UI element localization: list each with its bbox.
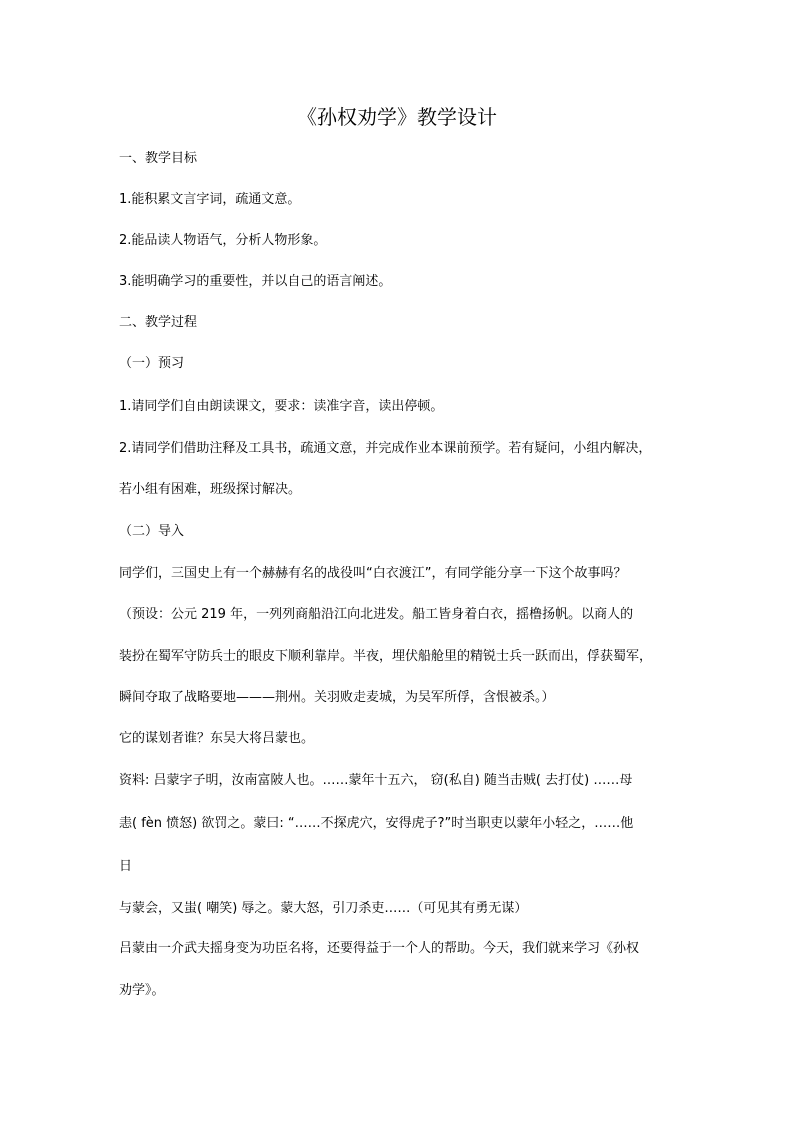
preset-line-3: 瞬间夺取了战略要地———荆州。关羽败走麦城，为吴军所俘，含恨被杀。） (119, 690, 555, 705)
preset-line-1: （预设：公元 219 年，一列列商船沿江向北进发。船工皆身着白衣，摇橹扬帆。以商人的 (119, 607, 634, 622)
heading-teaching-process: 二、教学过程 (119, 315, 198, 330)
intro-paragraph: 同学们，三国史上有一个赫赫有名的战役叫“白衣渡江”，有同学能分享一下这个故事吗？ (119, 566, 627, 581)
preview-item-1: 1.请同学们自由朗读课文，要求：读准字音，读出停顿。 (119, 399, 444, 414)
closing-line-2: 劝学》。 (119, 983, 165, 998)
subheading-preview: （一）预习 (119, 356, 185, 371)
closing-line-1: 吕蒙由一介武夫摇身变为功臣名将，还要得益于一个人的帮助。今天，我们就来学习《孙权 (119, 941, 640, 956)
question-line: 它的谋划者谁？东吴大将吕蒙也。 (119, 731, 315, 746)
goal-item-1: 1.能积累文言字词，疏通文意。 (119, 192, 301, 207)
preview-item-2-cont: 若小组有困难，班级探讨解决。 (119, 482, 302, 497)
material-line-2: 恚( fèn 愤怒) 欲罚之。蒙曰: “……不探虎穴，安得虎子?”时当职吏以蒙年小轻之，……他 (119, 816, 634, 831)
heading-teaching-goals: 一、教学目标 (119, 151, 198, 166)
preview-item-2: 2.请同学们借助注释及工具书，疏通文意，并完成作业本课前预学。若有疑问，小组内解决， (119, 441, 652, 456)
goal-item-2: 2.能品读人物语气，分析人物形象。 (119, 233, 327, 248)
preset-line-2: 装扮在蜀军守防兵士的眼皮下顺利靠岸。半夜，埋伏船舱里的精锐士兵一跃而出，俘获蜀军， (119, 649, 653, 664)
document-title: 《孙权劝学》教学设计 (297, 105, 497, 129)
material-line-3: 日 (119, 859, 133, 874)
material-line-1: 资料: 吕蒙字子明，汝南富陂人也。……蒙年十五六， 窃(私自) 随当击贼( 去打仗) ……母 (119, 773, 633, 788)
goal-item-3: 3.能明确学习的重要性，并以自己的语言阐述。 (119, 274, 392, 289)
subheading-introduction: （二）导入 (119, 524, 185, 539)
material-line-4: 与蒙会，又蚩( 嘲笑) 辱之。蒙大怒，引刀杀吏……（可见其有勇无谋） (119, 901, 528, 916)
